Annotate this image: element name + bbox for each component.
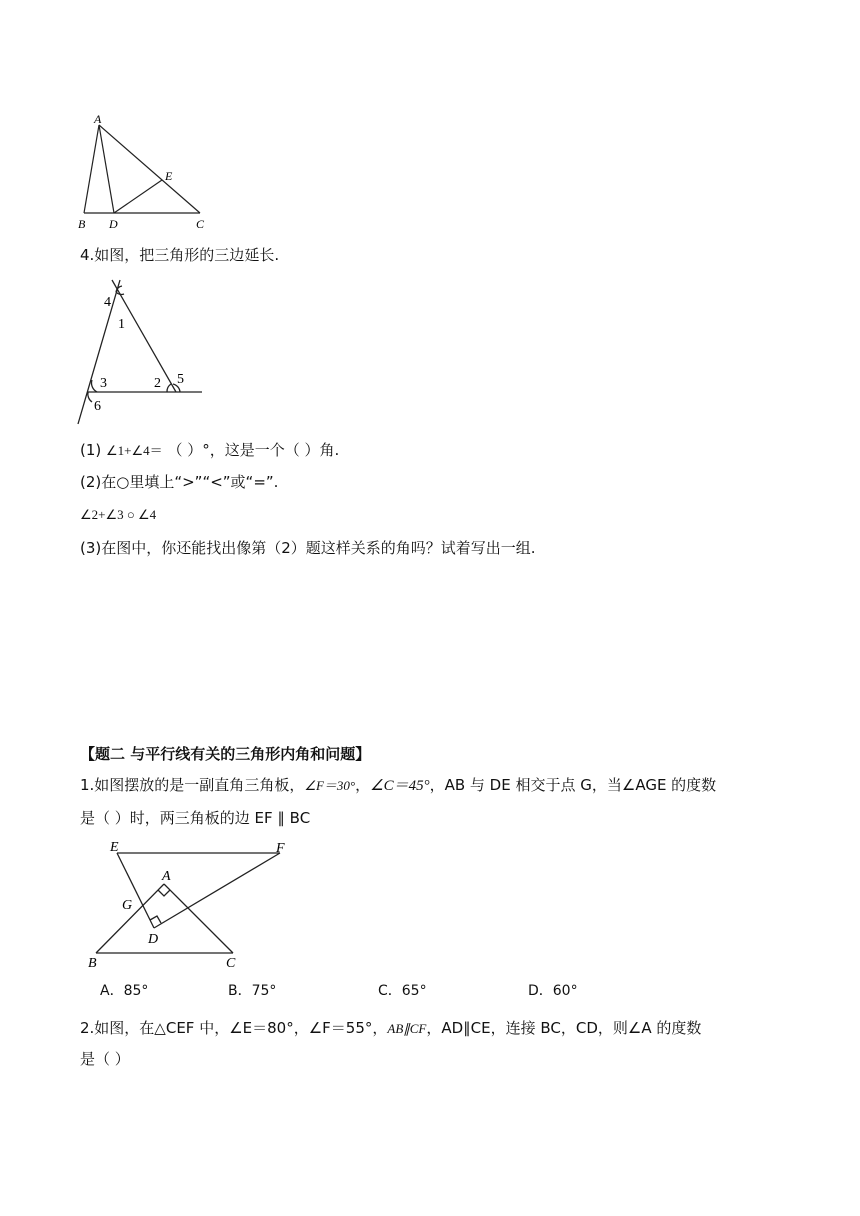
q4-part1-num: (1) (80, 441, 102, 459)
segment-ac (99, 125, 200, 213)
option-b[interactable]: B．75° (228, 983, 277, 999)
s2-q1-line1-b: ，AB 与 DE 相交于点 G，当∠AGE 的度数 (429, 776, 717, 794)
s2-q2-line1 (80, 1017, 701, 1040)
extended-triangle-figure (70, 272, 210, 432)
angle-arc-2 (167, 384, 171, 392)
label-e: E (165, 169, 173, 183)
label-d: D (109, 217, 118, 231)
section-title: 【题二 与平行线有关的三角形内角和问题】 (80, 745, 371, 763)
segment-fd (154, 853, 280, 928)
q4-stem: 4.如图，把三角形的三边延长. (80, 246, 280, 264)
angle-label-6: 6 (94, 399, 101, 414)
s2-q2-line1-c: ，AD∥CE，连接 BC，CD，则∠A 的度数 (426, 1019, 702, 1037)
right-angle-mark-a (158, 890, 170, 896)
q4-part3: (3)在图中，你还能找出像第（2）题这样关系的角吗？试着写出一组. (80, 539, 536, 557)
s2-q2-parallel-ab-cf: AB∥CF (387, 1021, 427, 1036)
label-e: E (110, 840, 119, 855)
angle-arc-6 (88, 392, 92, 402)
set-squares-figure (80, 836, 300, 971)
s2-q1-line2: 是（ ）时，两三角板的边 EF ∥ BC (80, 809, 311, 827)
segment-ad (99, 125, 114, 213)
s2-q1-line1-a: 1.如图摆放的是一副直角三角板， (80, 776, 305, 794)
s2-q2-line1-a: 2.如图，在△CEF 中，∠E＝80°，∠F＝55°， (80, 1019, 388, 1037)
s2-q1-angle-f: ∠F＝30° (304, 778, 356, 793)
s2-q1-line1 (80, 774, 716, 797)
right-side-extended (112, 280, 176, 392)
option-d[interactable]: D．60° (528, 983, 578, 999)
angle-arc-3 (92, 380, 97, 392)
angle-label-3: 3 (100, 376, 107, 391)
label-c: C (226, 956, 236, 971)
label-a: A (94, 112, 102, 126)
s2-q2-line2: 是（ ） (80, 1050, 130, 1068)
segment-de (114, 180, 162, 213)
segment-ab (84, 125, 99, 213)
label-c: C (196, 217, 205, 231)
triangle-abc-figure (74, 110, 214, 235)
option-a[interactable]: A．85° (100, 983, 149, 999)
q4-part2-expression: ∠2+∠3 ○ ∠4 (80, 507, 157, 522)
q4-part2: (2)在○里填上“>”“<”或“=”. (80, 473, 279, 491)
angle-label-4: 4 (104, 295, 111, 310)
label-b: B (78, 217, 86, 231)
s2-q1-sep: ， (355, 776, 371, 794)
label-g: G (122, 898, 133, 913)
q4-part1 (80, 439, 339, 462)
option-c[interactable]: C．65° (378, 983, 427, 999)
angle-label-5: 5 (177, 372, 184, 387)
angle-label-1: 1 (118, 317, 125, 332)
label-a: A (162, 869, 171, 884)
label-b: B (88, 956, 97, 971)
q4-part1-expression: ∠1+∠4＝ (106, 443, 163, 458)
label-d: D (148, 932, 159, 947)
angle-label-2: 2 (154, 376, 161, 391)
segment-ed (117, 853, 154, 928)
segment-ac (164, 884, 233, 953)
q4-part1-text: （ ）°，这是一个（ ）角. (167, 441, 340, 459)
s2-q1-angle-c: ∠C＝45° (370, 778, 430, 794)
label-f: F (276, 841, 285, 856)
